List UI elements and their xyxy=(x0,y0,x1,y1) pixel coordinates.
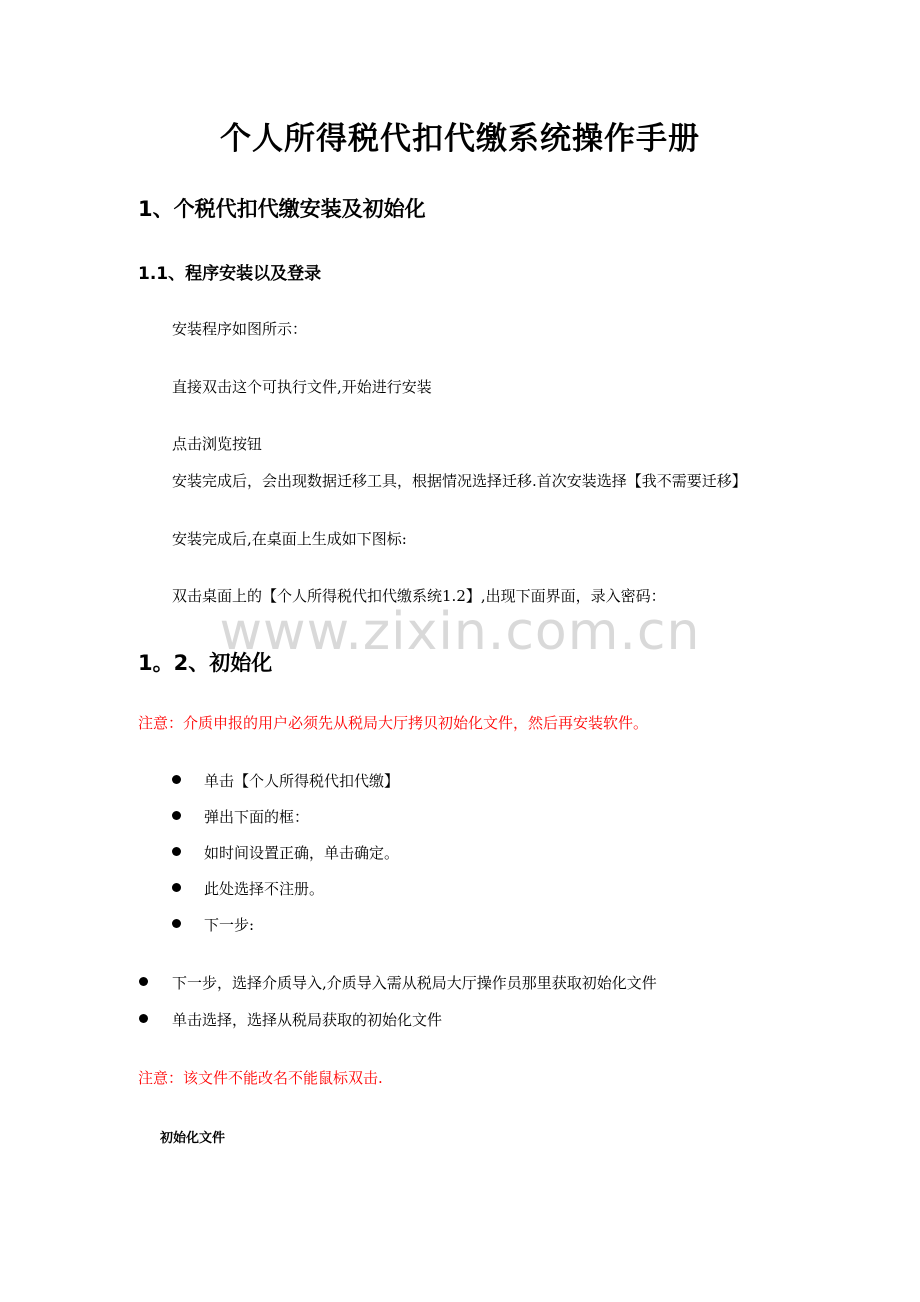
paragraph: 直接双击这个可执行文件,开始进行安装 xyxy=(172,378,432,396)
bullet-icon xyxy=(139,1014,148,1023)
section-heading-1-2: 1。2、初始化 xyxy=(138,651,273,675)
document-title: 个人所得税代扣代缴系统操作手册 xyxy=(220,121,700,157)
watermark: www.zixin.com.cn xyxy=(219,602,701,662)
list-item-text: 单击选择，选择从税局获取的初始化文件 xyxy=(172,1011,443,1029)
figure-caption: 初始化文件 xyxy=(160,1131,226,1146)
bullet-icon xyxy=(172,775,181,784)
paragraph: 安装完成后，会出现数据迁移工具，根据情况选择迁移.首次安装选择【我不需要迁移】 xyxy=(172,472,747,490)
bullet-icon xyxy=(172,919,181,928)
paragraph: 双击桌面上的【个人所得税代扣代缴系统1.2】,出现下面界面，录入密码： xyxy=(172,587,666,605)
note-warning: 注意：介质申报的用户必须先从税局大厅拷贝初始化文件，然后再安装软件。 xyxy=(138,714,649,732)
section-heading-1-1: 1.1、程序安装以及登录 xyxy=(138,264,322,284)
bullet-icon xyxy=(139,977,148,986)
paragraph: 安装程序如图所示： xyxy=(172,320,308,338)
list-item-text: 弹出下面的框： xyxy=(204,808,310,826)
list-item-text: 如时间设置正确，单击确定。 xyxy=(204,844,400,862)
bullet-icon xyxy=(172,883,181,892)
list-item-text: 下一步，选择介质导入,介质导入需从税局大厅操作员那里获取初始化文件 xyxy=(172,974,657,992)
list-item-text: 下一步: xyxy=(204,916,255,934)
note-warning: 注意：该文件不能改名不能鼠标双击. xyxy=(138,1069,383,1087)
bullet-icon xyxy=(172,811,181,820)
section-heading-1: 1、个税代扣代缴安装及初始化 xyxy=(138,197,426,221)
paragraph: 点击浏览按钮 xyxy=(172,435,263,453)
list-item-text: 单击【个人所得税代扣代缴】 xyxy=(204,772,400,790)
list-item-text: 此处选择不注册。 xyxy=(204,880,325,898)
bullet-icon xyxy=(172,847,181,856)
paragraph: 安装完成后,在桌面上生成如下图标: xyxy=(172,530,407,548)
